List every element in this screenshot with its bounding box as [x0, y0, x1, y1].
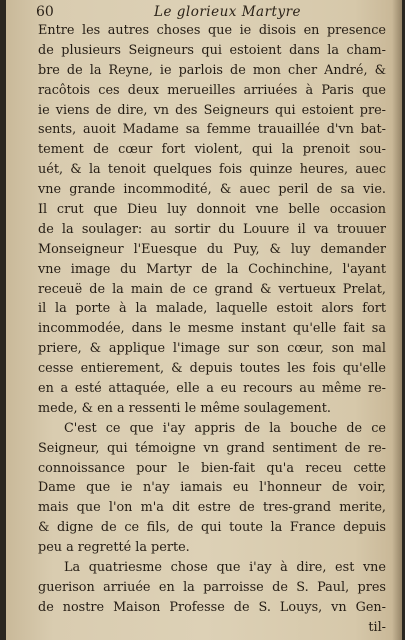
page-header	[36, 3, 376, 23]
text-line: receuë de la main de ce grand & vertueux Prelat,	[38, 281, 386, 297]
text-line: La quatriesme chose que i'ay à dire, est vne	[64, 560, 386, 576]
text-line: racôtois ces deux merueilles arriuées à Paris que	[38, 82, 386, 98]
text-line: til-	[368, 619, 386, 635]
text-line: sents, auoit Madame sa femme trauaillée d'vn bat-	[38, 122, 386, 138]
text-line: bre de la Reyne, ie parlois de mon cher André, &	[38, 62, 386, 78]
page-number: 60	[36, 4, 54, 20]
text-line: Dame que ie n'ay iamais eu l'honneur de voir,	[38, 480, 386, 496]
text-line: guerison arriuée en la parroisse de S. Paul, pres	[38, 579, 386, 595]
text-line: uét, & la tenoit quelques fois quinze heures, auec	[38, 162, 386, 178]
text-line: il la porte à la malade, laquelle estoit alors fort	[38, 301, 386, 317]
text-line: Il crut que Dieu luy donnoit vne belle occasion	[38, 202, 386, 218]
book-page	[6, 0, 402, 640]
text-line: de nostre Maison Professe de S. Louys, vn Gen-	[38, 599, 386, 615]
text-line: de la soulager: au sortir du Louure il va trouuer	[38, 221, 386, 237]
text-line: tement de cœur fort violent, qui la prenoit sou-	[38, 142, 386, 158]
text-line: C'est ce que i'ay appris de la bouche de ce	[64, 420, 386, 436]
running-title: Le glorieux Martyre	[154, 4, 302, 20]
text-line: Entre les autres choses que ie disois en presence	[38, 23, 386, 38]
text-line: vne image du Martyr de la Cochinchine, l'ayant	[38, 261, 386, 277]
text-line: priere, & applique l'image sur son cœur, son mal	[38, 341, 386, 357]
text-line: connoissance pour le bien-fait qu'a receu cette	[38, 460, 386, 476]
text-line: mede, & en a ressenti le même soulagement.	[38, 400, 331, 416]
text-line: cesse entierement, & depuis toutes les fois qu'elle	[38, 361, 386, 377]
text-line: peu a regretté la perte.	[38, 540, 190, 556]
text-line: Monseigneur l'Euesque du Puy, & luy demander	[38, 241, 386, 257]
text-line: incommodée, dans le mesme instant qu'elle fait sa	[38, 321, 386, 337]
text-line: en a esté attaquée, elle a eu recours au même re-	[38, 381, 386, 397]
text-line: ie viens de dire, vn des Seigneurs qui estoient pre-	[38, 102, 386, 118]
text-line: & digne de ce fils, de qui toute la France depuis	[38, 520, 386, 536]
text-line: Seigneur, qui témoigne vn grand sentiment de re-	[38, 440, 386, 456]
text-line: mais que l'on m'a dit estre de tres-grand merite,	[38, 500, 386, 516]
text-line: de plusieurs Seigneurs qui estoient dans la cham-	[38, 42, 386, 58]
text-line: vne grande incommodité, & auec peril de sa vie.	[38, 182, 386, 198]
body-text	[38, 21, 386, 638]
